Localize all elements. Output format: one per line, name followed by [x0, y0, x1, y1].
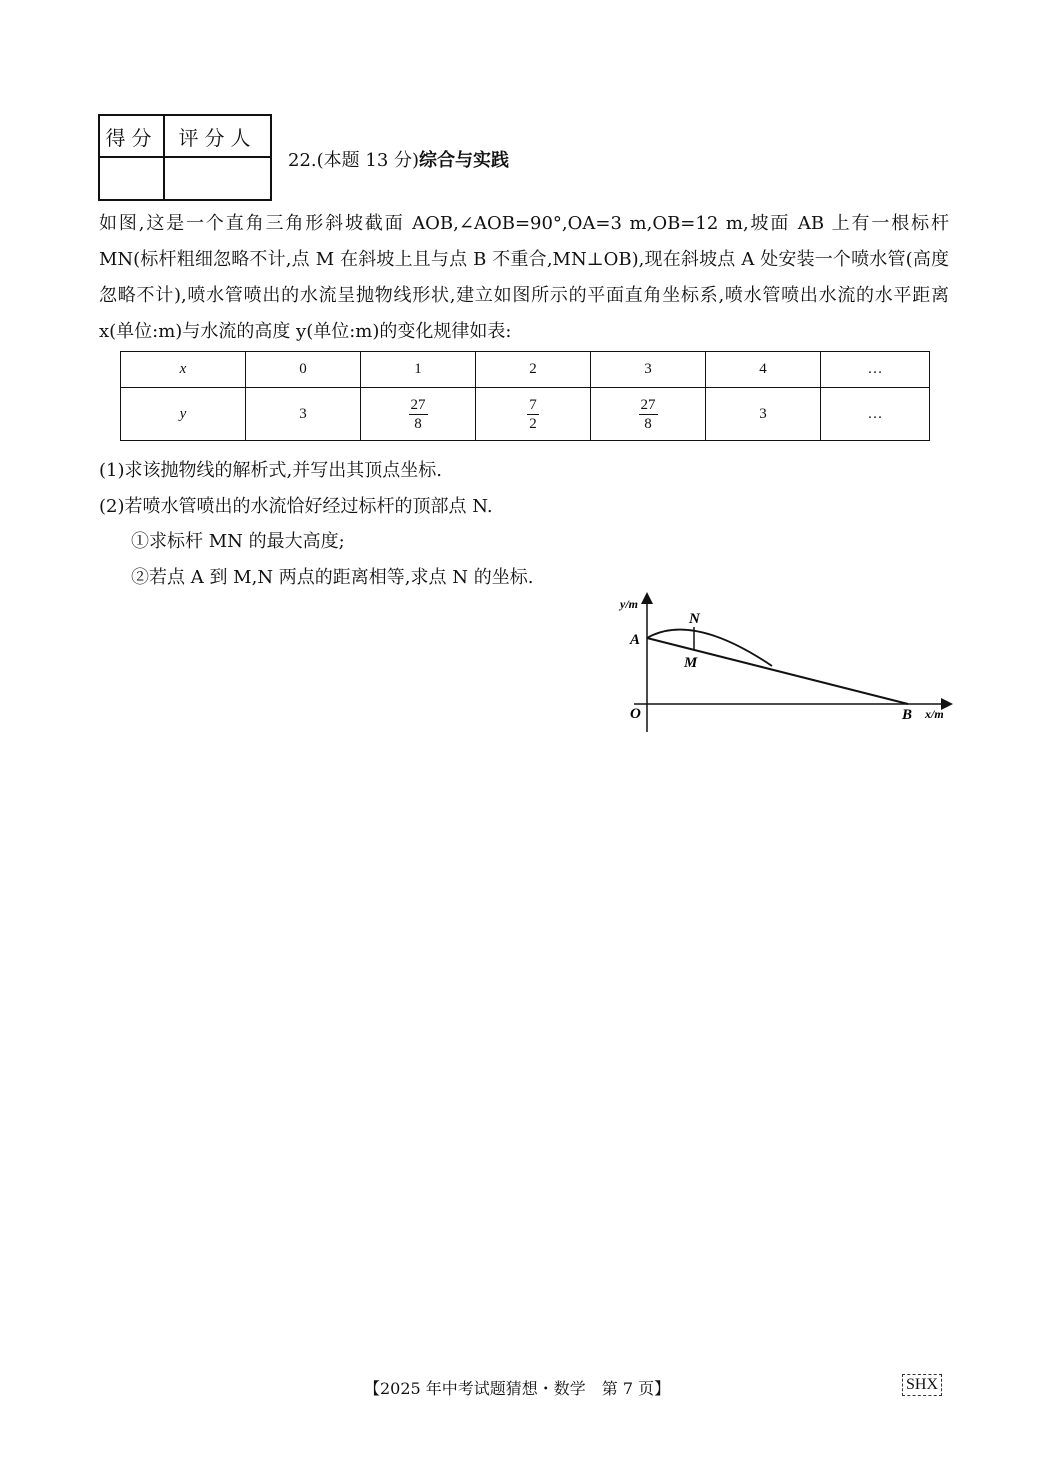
fraction: $\frac{27}{8}$ [640, 396, 656, 432]
label-n: N [689, 611, 700, 627]
x-cell: … [821, 352, 930, 388]
slope-ab [647, 638, 908, 704]
question-number: 22. [288, 150, 317, 171]
slope-figure [612, 592, 957, 737]
sub-question-2a: ①求标杆 MN 的最大高度; [131, 531, 345, 552]
label-m: M [684, 655, 698, 671]
x-cell: 3 [591, 352, 706, 388]
question-category: 综合与实践 [419, 150, 510, 171]
question-heading [288, 146, 509, 172]
question-points: (本题 13 分) [316, 150, 420, 171]
score-header: 得分 [99, 115, 164, 157]
x-axis-label: x/m [925, 707, 944, 721]
fraction: $\frac{27}{8}$ [410, 396, 426, 432]
grader-cell [164, 157, 271, 200]
x-cell: 4 [706, 352, 821, 388]
problem-text: 如图,这是一个直角三角形斜坡截面 AOB,∠AOB=90°,OA=3 m,OB=12 m,坡面 AB 上有一根标杆 MN(标杆粗细忽略不计,点 M 在斜坡上且与点 B 不重合,MN⊥OB),现在斜坡点 A 处安装一个喷水管(高度忽略不计),喷水管喷出的水流呈抛物线形状,建立如图所示的平面直角坐标系,喷水管喷出水流的水平距离 x(单位:m)与水流的高度 y(单位:m)的变化规律如表: [99, 213, 949, 342]
x-cell: 0 [246, 352, 361, 388]
table-row-x [121, 352, 930, 388]
y-cell [591, 388, 706, 441]
exam-code: SHX [902, 1374, 942, 1396]
x-header: x [121, 352, 246, 388]
label-o: O [630, 706, 641, 722]
score-cell [99, 157, 164, 200]
y-cell: 3 [706, 388, 821, 441]
table-row-y [121, 388, 930, 441]
y-cell: 3 [246, 388, 361, 441]
y-axis-label: y/m [620, 597, 638, 611]
x-cell: 1 [361, 352, 476, 388]
y-header: y [121, 388, 246, 441]
page-footer: 【2025 年中考试题猜想・数学 第 7 页】 [364, 1379, 671, 1398]
water-parabola [647, 630, 772, 666]
sub-question-1: (1)求该抛物线的解析式,并写出其顶点坐标. [99, 460, 442, 481]
label-b: B [902, 707, 913, 723]
sub-question-2b: ②若点 A 到 M,N 两点的距离相等,求点 N 的坐标. [131, 567, 534, 588]
x-cell: 2 [476, 352, 591, 388]
data-table [120, 351, 930, 441]
label-a: A [630, 632, 641, 648]
fraction: $\frac{7}{2}$ [529, 396, 537, 432]
grader-header: 评分人 [164, 115, 271, 157]
y-cell [361, 388, 476, 441]
score-box [98, 114, 272, 201]
sub-question-2: (2)若喷水管喷出的水流恰好经过标杆的顶部点 N. [99, 496, 493, 517]
y-cell: … [821, 388, 930, 441]
y-cell [476, 388, 591, 441]
